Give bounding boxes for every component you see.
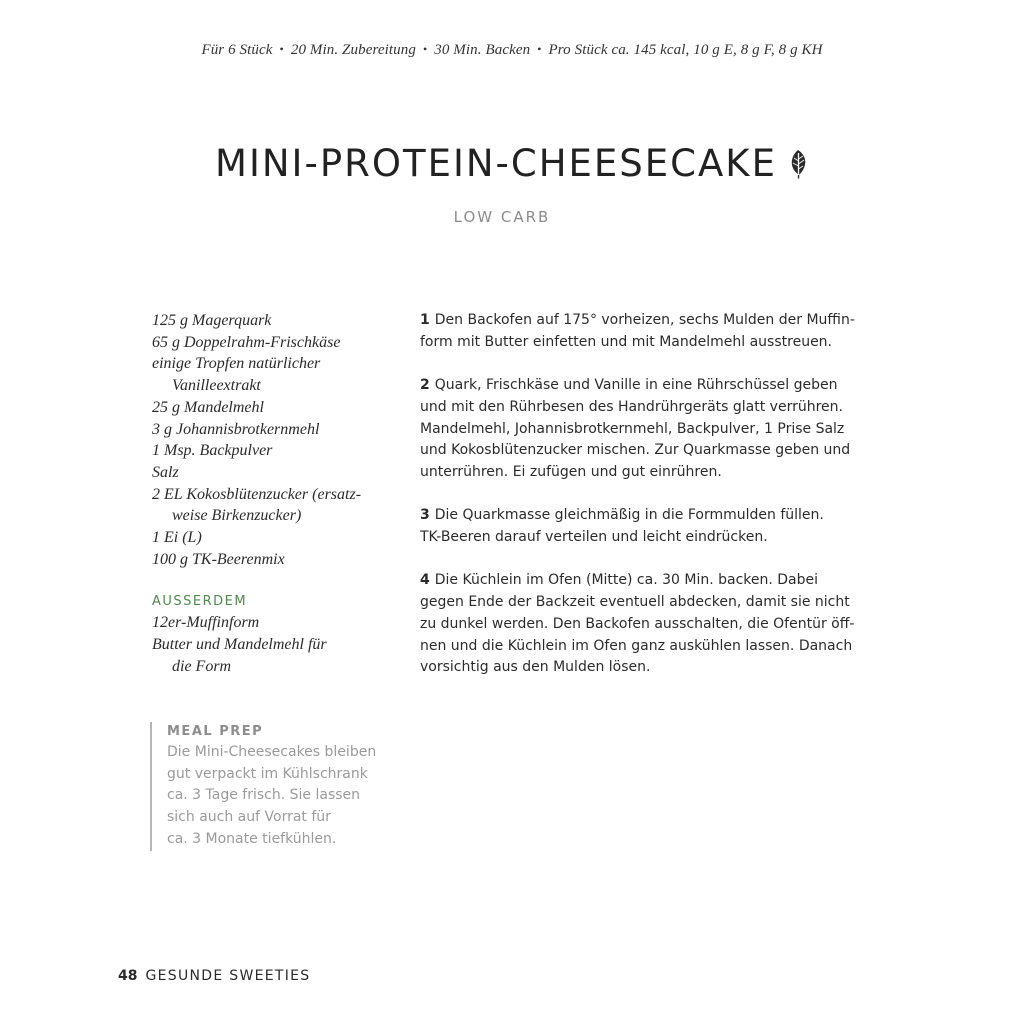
ingredient-line: einige Tropfen natürlicher [152,355,321,373]
section-name: GESUNDE SWEETIES [145,968,311,984]
page-footer [118,968,311,984]
ingredient-line: 25 g Mandelmehl [152,398,264,416]
step-line: Quark, Frischkäse und Vanille in eine Rührschüssel geben [434,377,838,394]
step-number: 4 [420,572,430,589]
step-3 [420,505,870,548]
recipe-title-text: MINI-PROTEIN-CHEESECAKE [215,142,777,185]
step-number: 2 [420,377,430,394]
step-line: zu dunkel werden. Den Backofen ausschalten, die Ofentür öff- [420,615,855,632]
ingredient-line: 1 Msp. Backpulver [152,442,273,460]
step-number: 3 [420,507,430,524]
extra-item: die Form [172,657,232,675]
extras-heading: AUSSERDEM [152,594,248,610]
ingredient-line: 3 g Johannisbrotkernmehl [152,420,320,438]
ingredient-line: 65 g Doppelrahm-Frischkäse [152,333,341,351]
step-line: vorsichtig aus den Mulden lösen. [420,659,651,676]
meal-prep-line: sich auch auf Vorrat für [167,809,331,826]
meal-prep-heading: MEAL PREP [167,724,264,739]
step-line: und mit den Rührbesen des Handrührgeräts glatt verrühren. [420,398,843,415]
ingredient-line: 1 Ei (L) [152,529,202,547]
step-line: Mandelmehl, Johannisbrotkernmehl, Backpulver, 1 Prise Salz [420,420,845,437]
meal-prep-line: ca. 3 Tage frisch. Sie lassen [167,787,361,804]
meal-prep-line: gut verpackt im Kühlschrank [167,765,368,782]
bake-time: 30 Min. Backen [434,42,531,58]
ingredient-line: Salz [152,463,179,481]
instructions [420,310,870,701]
meta-separator: • [279,42,284,56]
step-line: gegen Ende der Backzeit eventuell abdecken, damit sie nicht [420,594,850,611]
meal-prep-line: ca. 3 Monate tiefkühlen. [167,830,337,847]
step-line: unterrühren. Ei zufügen und gut einrühren. [420,463,722,480]
ingredient-line: 125 g Magerquark [152,312,272,329]
ingredient-line: 100 g TK-Beerenmix [152,550,285,568]
step-4 [420,570,870,679]
meal-prep-line: Die Mini-Cheesecakes bleiben [167,744,377,760]
recipe-title [0,142,1024,185]
step-line: nen und die Küchlein im Ofen ganz auskühlen lassen. Danach [420,637,853,654]
meta-separator: • [422,42,428,56]
extra-item: 12er-Muffinform [152,614,260,632]
step-2 [420,375,870,484]
meta-separator: • [537,42,542,56]
ingredients-list [152,310,402,678]
prep-time: 20 Min. Zubereitung [290,42,416,58]
extra-item: Butter und Mandelmehl für [152,636,327,654]
page-number: 48 [118,968,138,984]
recipe-subtitle: LOW CARB [453,208,551,226]
servings: Für 6 Stück [201,42,273,58]
step-line: Den Backofen auf 175° vorheizen, sechs Mulden der Muffin- [434,312,855,328]
ingredient-line: weise Birkenzucker) [172,507,302,525]
ingredient-line: Vanilleextrakt [172,377,261,395]
step-line: TK-Beeren darauf verteilen und leicht eindrücken. [420,529,768,545]
ingredient-line: 2 EL Kokosblütenzucker (ersatz- [152,485,362,503]
step-1 [420,310,870,353]
step-line: form mit Butter einfetten und mit Mandelmehl ausstreuen. [420,333,833,350]
leaf-icon [787,149,809,179]
step-line: und Kokosblütenzucker mischen. Zur Quarkmasse geben und [420,442,851,459]
nutrition-info: Pro Stück ca. 145 kcal, 10 g E, 8 g F, 8 g KH [548,42,823,58]
recipe-meta-line [0,42,1024,59]
step-number: 1 [420,312,430,328]
meal-prep-box [150,722,407,851]
step-line: Die Quarkmasse gleichmäßig in die Formmulden füllen. [434,507,824,524]
step-line: Die Küchlein im Ofen (Mitte) ca. 30 Min. backen. Dabei [434,572,819,589]
